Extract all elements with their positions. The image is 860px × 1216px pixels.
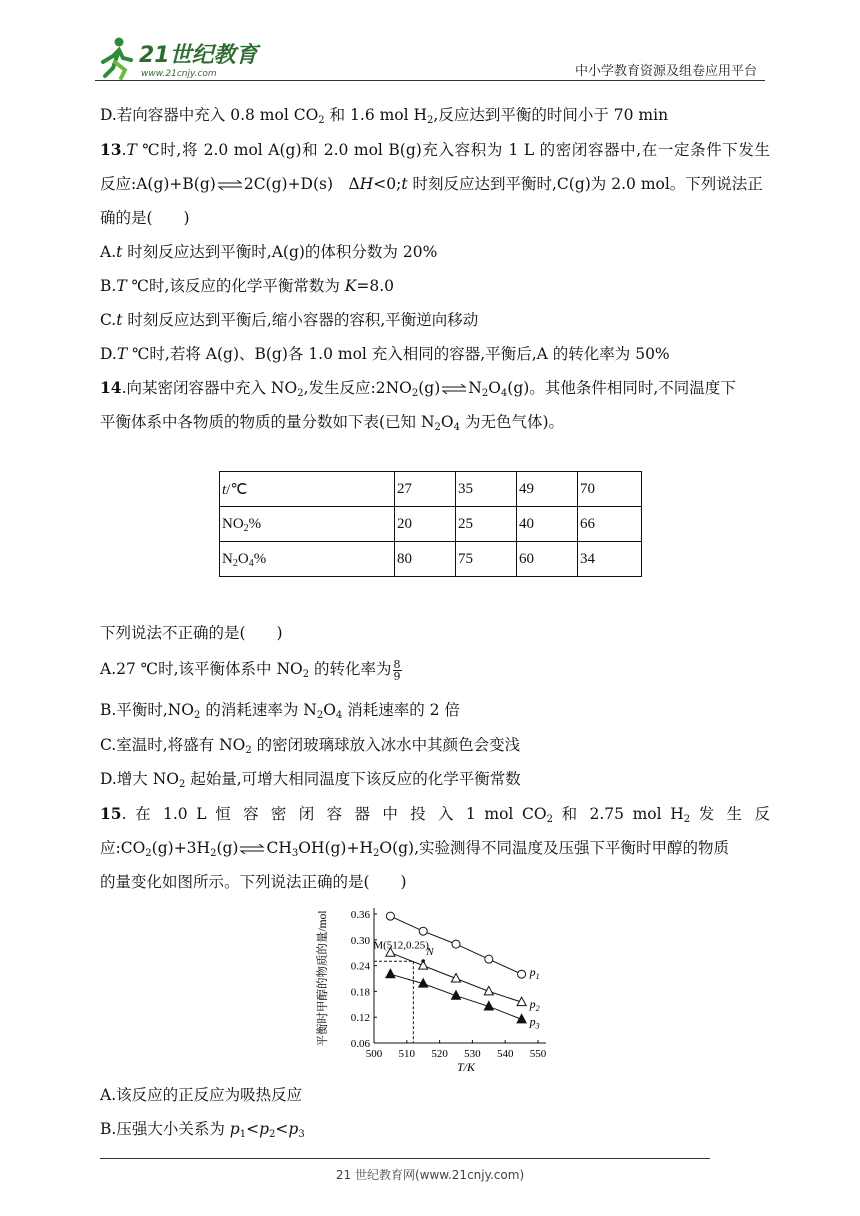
- methanol-equilibrium-chart: [316, 900, 556, 1080]
- q13-option-b: B.T ℃时,该反应的化学平衡常数为 K=8.0: [100, 277, 395, 295]
- q14-option-a: A.27 ℃时,该平衡体系中 $NO_2$ 的转化率为 $\frac{8}{9}$: [100, 657, 401, 683]
- x-tick-label: 520: [431, 1048, 448, 1060]
- runner-icon: [103, 38, 131, 79]
- q13-option-c: C.t 时刻反应达到平衡后,缩小容器的容积,平衡逆向移动: [100, 311, 479, 329]
- y-tick-label: 0.24: [350, 960, 370, 973]
- table-cell: 25: [456, 507, 517, 542]
- annotation-m: M(512,0.25): [373, 939, 429, 952]
- table-cell: 75: [456, 542, 517, 577]
- x-tick-label: 540: [496, 1048, 514, 1060]
- q13-option-d: D.T ℃时,若将 A(g)、B(g)各 1.0 mol 充入相同的容器,平衡后,A 的转化率为 50%: [100, 345, 670, 363]
- q14-data-table: [219, 471, 642, 577]
- q14-stem-line1: 14.向某密闭容器中充入 $NO_2$,发生反应$:2NO_2(g)$ $N_2O_4(g)$。其他条件相同时,不同温度下: [100, 378, 736, 399]
- y-tick-label: 0.18: [350, 986, 370, 999]
- y-axis-label: 平衡时甲醇的物质的量/mol: [317, 910, 329, 1047]
- data-point: [452, 940, 460, 948]
- table-cell: t/℃: [220, 472, 395, 507]
- equilibrium-arrow-icon: [441, 384, 467, 394]
- q13-option-a: A.t 时刻反应达到平衡时,A(g)的体积分数为 20%: [100, 243, 438, 261]
- table-row: [220, 507, 642, 542]
- x-tick-label: 510: [398, 1048, 416, 1060]
- annotation-n: N: [426, 946, 434, 958]
- table-cell: 49: [517, 472, 578, 507]
- x-tick-label: 530: [464, 1048, 481, 1060]
- table-cell: 60: [517, 542, 578, 577]
- q13-stem-line2: 反应:A(g)+B(g) 2C(g)+D(s) ΔH<0;t 时刻反应达到平衡时,C(g)为 2.0 mol。下列说法正: [100, 175, 763, 193]
- q14-stem-line2: 平衡体系中各物质的物质的量分数如下表(已知 $N_2O_4$ 为无色气体)。: [100, 413, 564, 433]
- table-row: [220, 472, 642, 507]
- series-label-sub: 1: [535, 972, 540, 982]
- series-label-sub: 2: [535, 1004, 540, 1014]
- data-point: [386, 912, 394, 920]
- q14-option-c: C.室温时,将盛有 $NO_2$ 的密闭玻璃球放入冰水中其颜色会变浅: [100, 736, 521, 756]
- table-cell: 27: [395, 472, 456, 507]
- q15-stem-line3: 的量变化如图所示。下列说法正确的是( ): [100, 873, 407, 891]
- logo-text: 21世纪教育: [139, 43, 258, 68]
- data-point: [518, 970, 526, 978]
- x-tick-label: 500: [365, 1048, 383, 1060]
- table-row: [220, 542, 642, 577]
- table-cell: 35: [456, 472, 517, 507]
- series-label-sub: 3: [535, 1021, 540, 1031]
- x-axis-label: T/K: [456, 1060, 476, 1074]
- table-cell: 70: [578, 472, 642, 507]
- q14-option-b: B.平衡时$,NO_2$ 的消耗速率为 $N_2O_4$ 消耗速率的 2 倍: [100, 701, 460, 721]
- q15-option-b: B.压强大小关系为 $p_1<p_2<p_3$: [100, 1120, 305, 1140]
- equilibrium-arrow-icon: [217, 180, 243, 190]
- series-label: $p_3$: [529, 1014, 540, 1031]
- table-cell: 80: [395, 542, 456, 577]
- site-logo: [95, 34, 265, 82]
- table-cell: 20: [395, 507, 456, 542]
- table-cell: 34: [578, 542, 642, 577]
- q12-option-d: D.若向容器中充入 0.8 mol $CO_2$ 和 1.6 mol $H_2$,反应达到平衡的时间小于 70 min: [100, 106, 669, 126]
- y-tick-label: 0.30: [350, 934, 370, 947]
- q15-stem-line2: 应$:CO_2(g)+3H_2(g)$ $CH_3OH(g)+H_2O(g)$,实验测得不同温度及压强下平衡时甲醇的物质: [100, 839, 730, 859]
- fraction: $\frac{8}{9}$: [393, 657, 401, 683]
- y-tick-label: 0.36: [350, 909, 370, 921]
- footer-divider: [100, 1158, 710, 1159]
- table-cell: $N_2O_4\%$: [220, 542, 395, 577]
- table-cell: $NO_2\%$: [220, 507, 395, 542]
- header-platform-text: 中小学教育资源及组卷应用平台: [574, 64, 757, 79]
- y-tick-label: 0.12: [350, 1012, 370, 1025]
- logo-url: www.21cnjy.com: [141, 69, 217, 79]
- q13-stem-line1: 13.T ℃时,将 2.0 mol A(g)和 2.0 mol B(g)充入容积为 1 L 的密闭容器中,在一定条件下发生: [100, 140, 770, 159]
- table-cell: 66: [578, 507, 642, 542]
- q15-option-a: A.该反应的正反应为吸热反应: [100, 1086, 303, 1104]
- equilibrium-arrow-icon: [239, 844, 265, 854]
- data-point: [485, 955, 493, 963]
- q14-option-d: D.增大 $NO_2$ 起始量,可增大相同温度下该反应的化学平衡常数: [100, 770, 521, 790]
- data-point: [386, 969, 395, 978]
- q14-ask: 下列说法不正确的是( ): [100, 624, 283, 642]
- table-cell: 40: [517, 507, 578, 542]
- q15-stem-line1: 15. 在 1.0 L 恒 容 密 闭 容 器 中 投 入 1 mol $CO_2$ 和 2.75 mol $H_2$ 发 生 反: [100, 804, 770, 825]
- series-label: $p_2$: [529, 997, 540, 1014]
- y-tick-label: 0.06: [350, 1038, 370, 1050]
- data-point: [419, 927, 427, 935]
- q13-stem-line3: 确的是( ): [100, 209, 190, 227]
- series-label: $p_1$: [529, 965, 540, 982]
- header-divider: [95, 80, 765, 81]
- x-tick-label: 550: [529, 1048, 547, 1060]
- footer-text: 21 世纪教育网(www.21cnjy.com): [335, 1168, 525, 1182]
- n-point: [421, 959, 425, 963]
